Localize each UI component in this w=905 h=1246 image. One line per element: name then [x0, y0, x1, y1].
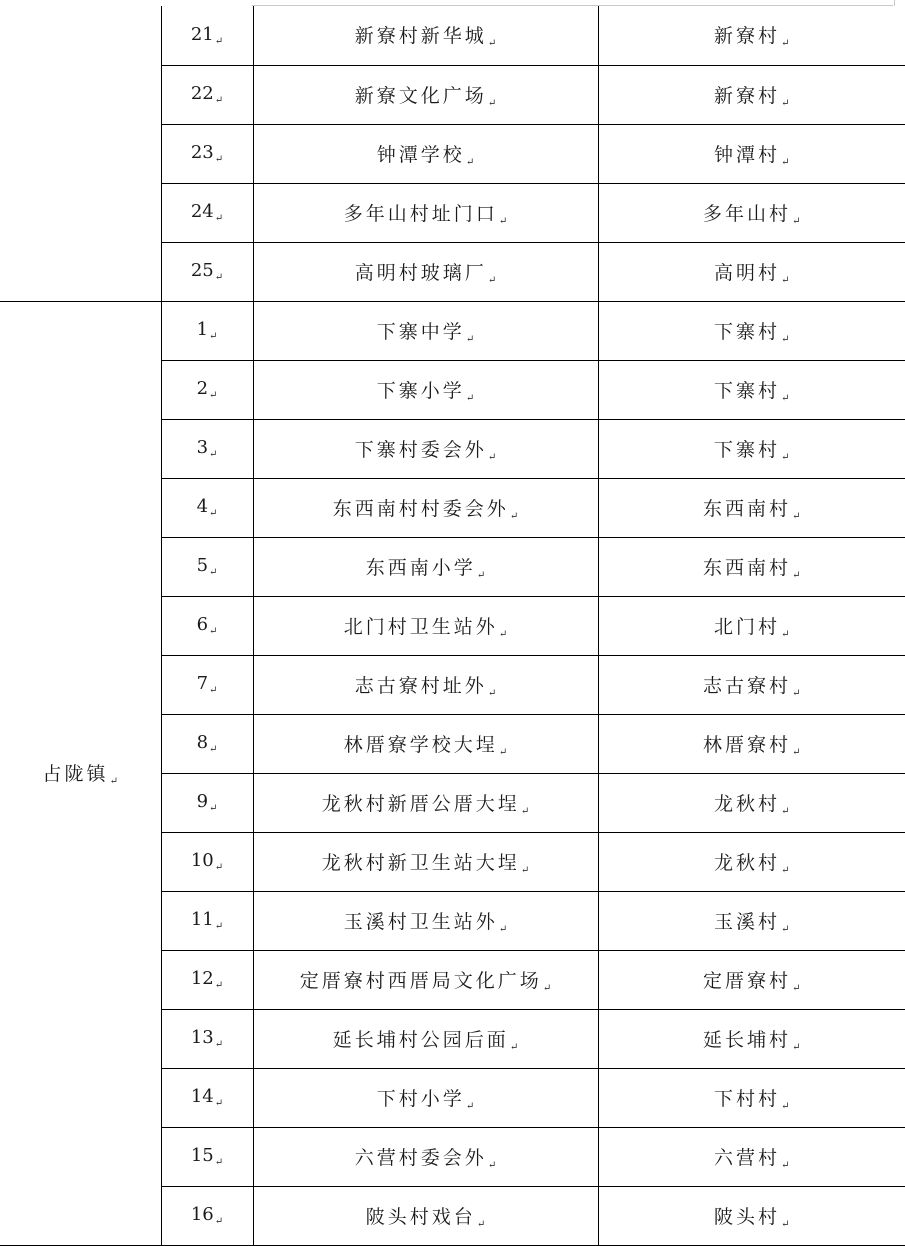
number-text: 1	[196, 319, 209, 340]
location-cell	[253, 301, 598, 360]
village-cell	[598, 1186, 905, 1245]
location-cell	[253, 183, 598, 242]
location-cell	[253, 537, 598, 596]
number-cell	[161, 419, 253, 478]
paragraph-mark: ↵	[542, 982, 552, 994]
village-text: 下村村	[714, 1087, 781, 1110]
paragraph-mark: ↵	[781, 864, 790, 876]
town-cell	[0, 6, 161, 301]
paragraph-mark: ↵	[487, 451, 497, 463]
village-text: 北门村	[714, 615, 781, 638]
village-cell	[598, 124, 905, 183]
paragraph-mark: ↵	[781, 1218, 790, 1230]
number-cell	[161, 242, 253, 301]
village-cell	[598, 537, 905, 596]
village-text: 下寨村	[714, 379, 781, 402]
village-cell	[598, 65, 905, 124]
location-cell	[253, 891, 598, 950]
paragraph-mark: ↵	[214, 1157, 224, 1168]
paragraph-mark: ↵	[209, 449, 218, 460]
village-text: 钟潭村	[714, 143, 781, 166]
village-text: 志古寮村	[703, 674, 792, 697]
number-cell	[161, 65, 253, 124]
location-text: 钟潭学校	[376, 143, 465, 166]
village-cell	[598, 478, 905, 537]
location-text: 东西南村村委会外	[332, 497, 509, 520]
village-cell	[598, 891, 905, 950]
number-cell	[161, 360, 253, 419]
location-text: 林厝寮学校大埕	[343, 733, 498, 756]
number-text: 16	[190, 1204, 214, 1225]
paragraph-mark: ↵	[792, 569, 801, 581]
paragraph-mark: ↵	[214, 921, 224, 932]
village-text: 延长埔村	[703, 1028, 792, 1051]
paragraph-mark: ↵	[209, 390, 218, 401]
location-text: 多年山村址门口	[343, 202, 498, 225]
location-text: 下寨小学	[376, 379, 465, 402]
village-cell	[598, 1127, 905, 1186]
paragraph-mark: ↵	[520, 864, 530, 876]
location-text: 高明村玻璃厂	[354, 261, 487, 284]
polling-station-table	[0, 6, 905, 1246]
location-text: 志古寮村址外	[354, 674, 487, 697]
number-text: 22	[190, 83, 214, 104]
location-cell	[253, 124, 598, 183]
paragraph-mark: ↵	[792, 982, 801, 994]
town-name: 占陇镇	[42, 763, 109, 785]
location-cell	[253, 242, 598, 301]
paragraph-mark: ↵	[209, 685, 218, 696]
number-text: 8	[196, 732, 209, 753]
location-cell	[253, 1127, 598, 1186]
location-cell	[253, 714, 598, 773]
paragraph-mark: ↵	[487, 1159, 497, 1171]
number-text: 14	[190, 1086, 214, 1107]
village-cell	[598, 6, 905, 65]
location-text: 龙秋村新厝公厝大埕	[321, 792, 520, 815]
paragraph-mark: ↵	[781, 97, 790, 109]
village-cell	[598, 242, 905, 301]
location-text: 北门村卫生站外	[343, 615, 498, 638]
paragraph-mark: ↵	[487, 687, 497, 699]
paragraph-mark: ↵	[498, 923, 508, 935]
village-text: 高明村	[714, 261, 781, 284]
number-cell	[161, 537, 253, 596]
location-text: 陂头村戏台	[365, 1205, 476, 1228]
paragraph-mark: ↵	[781, 1100, 790, 1112]
paragraph-mark: ↵	[487, 97, 497, 109]
paragraph-mark: ↵	[109, 776, 118, 787]
paragraph-mark: ↵	[781, 274, 790, 286]
paragraph-mark: ↵	[498, 628, 508, 640]
paragraph-mark: ↵	[214, 213, 224, 224]
paragraph-mark: ↵	[209, 803, 218, 814]
location-cell	[253, 478, 598, 537]
paragraph-mark: ↵	[476, 569, 486, 581]
village-cell	[598, 301, 905, 360]
village-text: 陂头村	[714, 1205, 781, 1228]
village-cell	[598, 360, 905, 419]
village-cell	[598, 655, 905, 714]
location-cell	[253, 832, 598, 891]
location-cell	[253, 655, 598, 714]
paragraph-mark: ↵	[781, 1159, 790, 1171]
paragraph-mark: ↵	[781, 923, 790, 935]
village-text: 下寨村	[714, 438, 781, 461]
number-text: 25	[190, 260, 214, 281]
location-text: 下寨村委会外	[354, 438, 487, 461]
paragraph-mark: ↵	[476, 1218, 486, 1230]
paragraph-mark: ↵	[209, 626, 218, 637]
paragraph-mark: ↵	[214, 980, 224, 991]
village-cell	[598, 183, 905, 242]
location-text: 新寮村新华城	[354, 25, 487, 48]
village-cell	[598, 832, 905, 891]
paragraph-mark: ↵	[792, 510, 801, 522]
location-text: 新寮文化广场	[354, 84, 487, 107]
paragraph-mark: ↵	[792, 1041, 801, 1053]
village-text: 新寮村	[714, 25, 781, 48]
paragraph-mark: ↵	[214, 272, 224, 283]
village-cell	[598, 773, 905, 832]
paragraph-mark: ↵	[781, 392, 790, 404]
number-text: 5	[196, 555, 209, 576]
paragraph-mark: ↵	[209, 567, 218, 578]
number-text: 6	[196, 614, 209, 635]
number-cell	[161, 478, 253, 537]
paragraph-mark: ↵	[487, 274, 497, 286]
number-cell	[161, 1186, 253, 1245]
paragraph-mark: ↵	[781, 628, 790, 640]
location-text: 东西南小学	[365, 556, 476, 579]
number-cell	[161, 1068, 253, 1127]
location-cell	[253, 596, 598, 655]
number-text: 9	[196, 791, 209, 812]
paragraph-mark: ↵	[781, 451, 790, 463]
number-cell	[161, 1127, 253, 1186]
village-text: 多年山村	[703, 202, 792, 225]
location-cell	[253, 65, 598, 124]
number-cell	[161, 714, 253, 773]
paragraph-mark: ↵	[520, 805, 530, 817]
table-row	[0, 6, 905, 65]
paragraph-mark: ↵	[209, 744, 218, 755]
number-text: 2	[196, 378, 209, 399]
number-text: 21	[190, 23, 214, 45]
village-text: 定厝寮村	[703, 969, 792, 992]
paragraph-mark: ↵	[465, 392, 475, 404]
paragraph-mark: ↵	[487, 38, 497, 50]
paragraph-mark: ↵	[214, 1039, 224, 1050]
paragraph-mark: ↵	[209, 331, 218, 342]
town-cell	[0, 301, 161, 1245]
paragraph-mark: ↵	[509, 510, 519, 522]
paragraph-mark: ↵	[214, 35, 224, 47]
number-cell	[161, 596, 253, 655]
paragraph-mark: ↵	[214, 862, 224, 873]
number-text: 12	[190, 968, 214, 989]
village-text: 东西南村	[703, 556, 792, 579]
number-cell	[161, 773, 253, 832]
paragraph-mark: ↵	[498, 746, 508, 758]
village-cell	[598, 950, 905, 1009]
number-text: 11	[190, 909, 214, 930]
table-row	[0, 301, 905, 360]
village-cell	[598, 419, 905, 478]
location-cell	[253, 6, 598, 65]
number-cell	[161, 301, 253, 360]
paragraph-mark: ↵	[214, 95, 224, 106]
paragraph-mark: ↵	[792, 687, 801, 699]
location-text: 下寨中学	[376, 320, 465, 343]
number-cell	[161, 6, 253, 65]
number-cell	[161, 124, 253, 183]
location-cell	[253, 950, 598, 1009]
village-cell	[598, 1009, 905, 1068]
number-text: 3	[196, 437, 209, 458]
number-text: 15	[190, 1145, 214, 1166]
number-cell	[161, 1009, 253, 1068]
location-cell	[253, 1009, 598, 1068]
paragraph-mark: ↵	[781, 333, 790, 345]
village-text: 玉溪村	[714, 910, 781, 933]
number-text: 24	[190, 201, 214, 222]
number-cell	[161, 832, 253, 891]
paragraph-mark: ↵	[465, 156, 475, 168]
paragraph-mark: ↵	[214, 1098, 224, 1109]
village-cell	[598, 714, 905, 773]
location-text: 延长埔村公园后面	[332, 1028, 509, 1051]
village-text: 东西南村	[703, 497, 792, 520]
number-text: 23	[190, 142, 214, 163]
paragraph-mark: ↵	[781, 156, 790, 168]
number-cell	[161, 950, 253, 1009]
village-text: 龙秋村	[714, 851, 781, 874]
paragraph-mark: ↵	[792, 746, 801, 758]
number-text: 4	[196, 496, 209, 517]
location-cell	[253, 419, 598, 478]
paragraph-mark: ↵	[498, 215, 508, 227]
village-text: 龙秋村	[714, 792, 781, 815]
location-text: 下村小学	[376, 1087, 465, 1110]
paragraph-mark: ↵	[792, 215, 801, 227]
number-text: 7	[196, 673, 209, 694]
village-cell	[598, 596, 905, 655]
number-cell	[161, 183, 253, 242]
village-text: 六营村	[714, 1146, 781, 1169]
paragraph-mark: ↵	[465, 1100, 475, 1112]
village-cell	[598, 1068, 905, 1127]
location-text: 定厝寮村西厝局文化广场	[299, 969, 542, 992]
location-text: 玉溪村卫生站外	[343, 910, 498, 933]
village-text: 新寮村	[714, 84, 781, 107]
number-cell	[161, 655, 253, 714]
location-cell	[253, 360, 598, 419]
paragraph-mark: ↵	[781, 38, 790, 50]
paragraph-mark: ↵	[781, 805, 790, 817]
village-text: 下寨村	[714, 320, 781, 343]
paragraph-mark: ↵	[209, 508, 218, 519]
location-cell	[253, 1186, 598, 1245]
location-cell	[253, 1068, 598, 1127]
number-cell	[161, 891, 253, 950]
paragraph-mark: ↵	[214, 1216, 224, 1227]
location-cell	[253, 773, 598, 832]
location-text: 六营村委会外	[354, 1146, 487, 1169]
paragraph-mark: ↵	[214, 154, 224, 165]
paragraph-mark: ↵	[465, 333, 475, 345]
paragraph-mark: ↵	[509, 1041, 519, 1053]
table-body	[0, 6, 905, 1245]
number-text: 10	[190, 850, 214, 871]
location-text: 龙秋村新卫生站大埕	[321, 851, 520, 874]
number-text: 13	[190, 1027, 214, 1048]
village-text: 林厝寮村	[703, 733, 792, 756]
